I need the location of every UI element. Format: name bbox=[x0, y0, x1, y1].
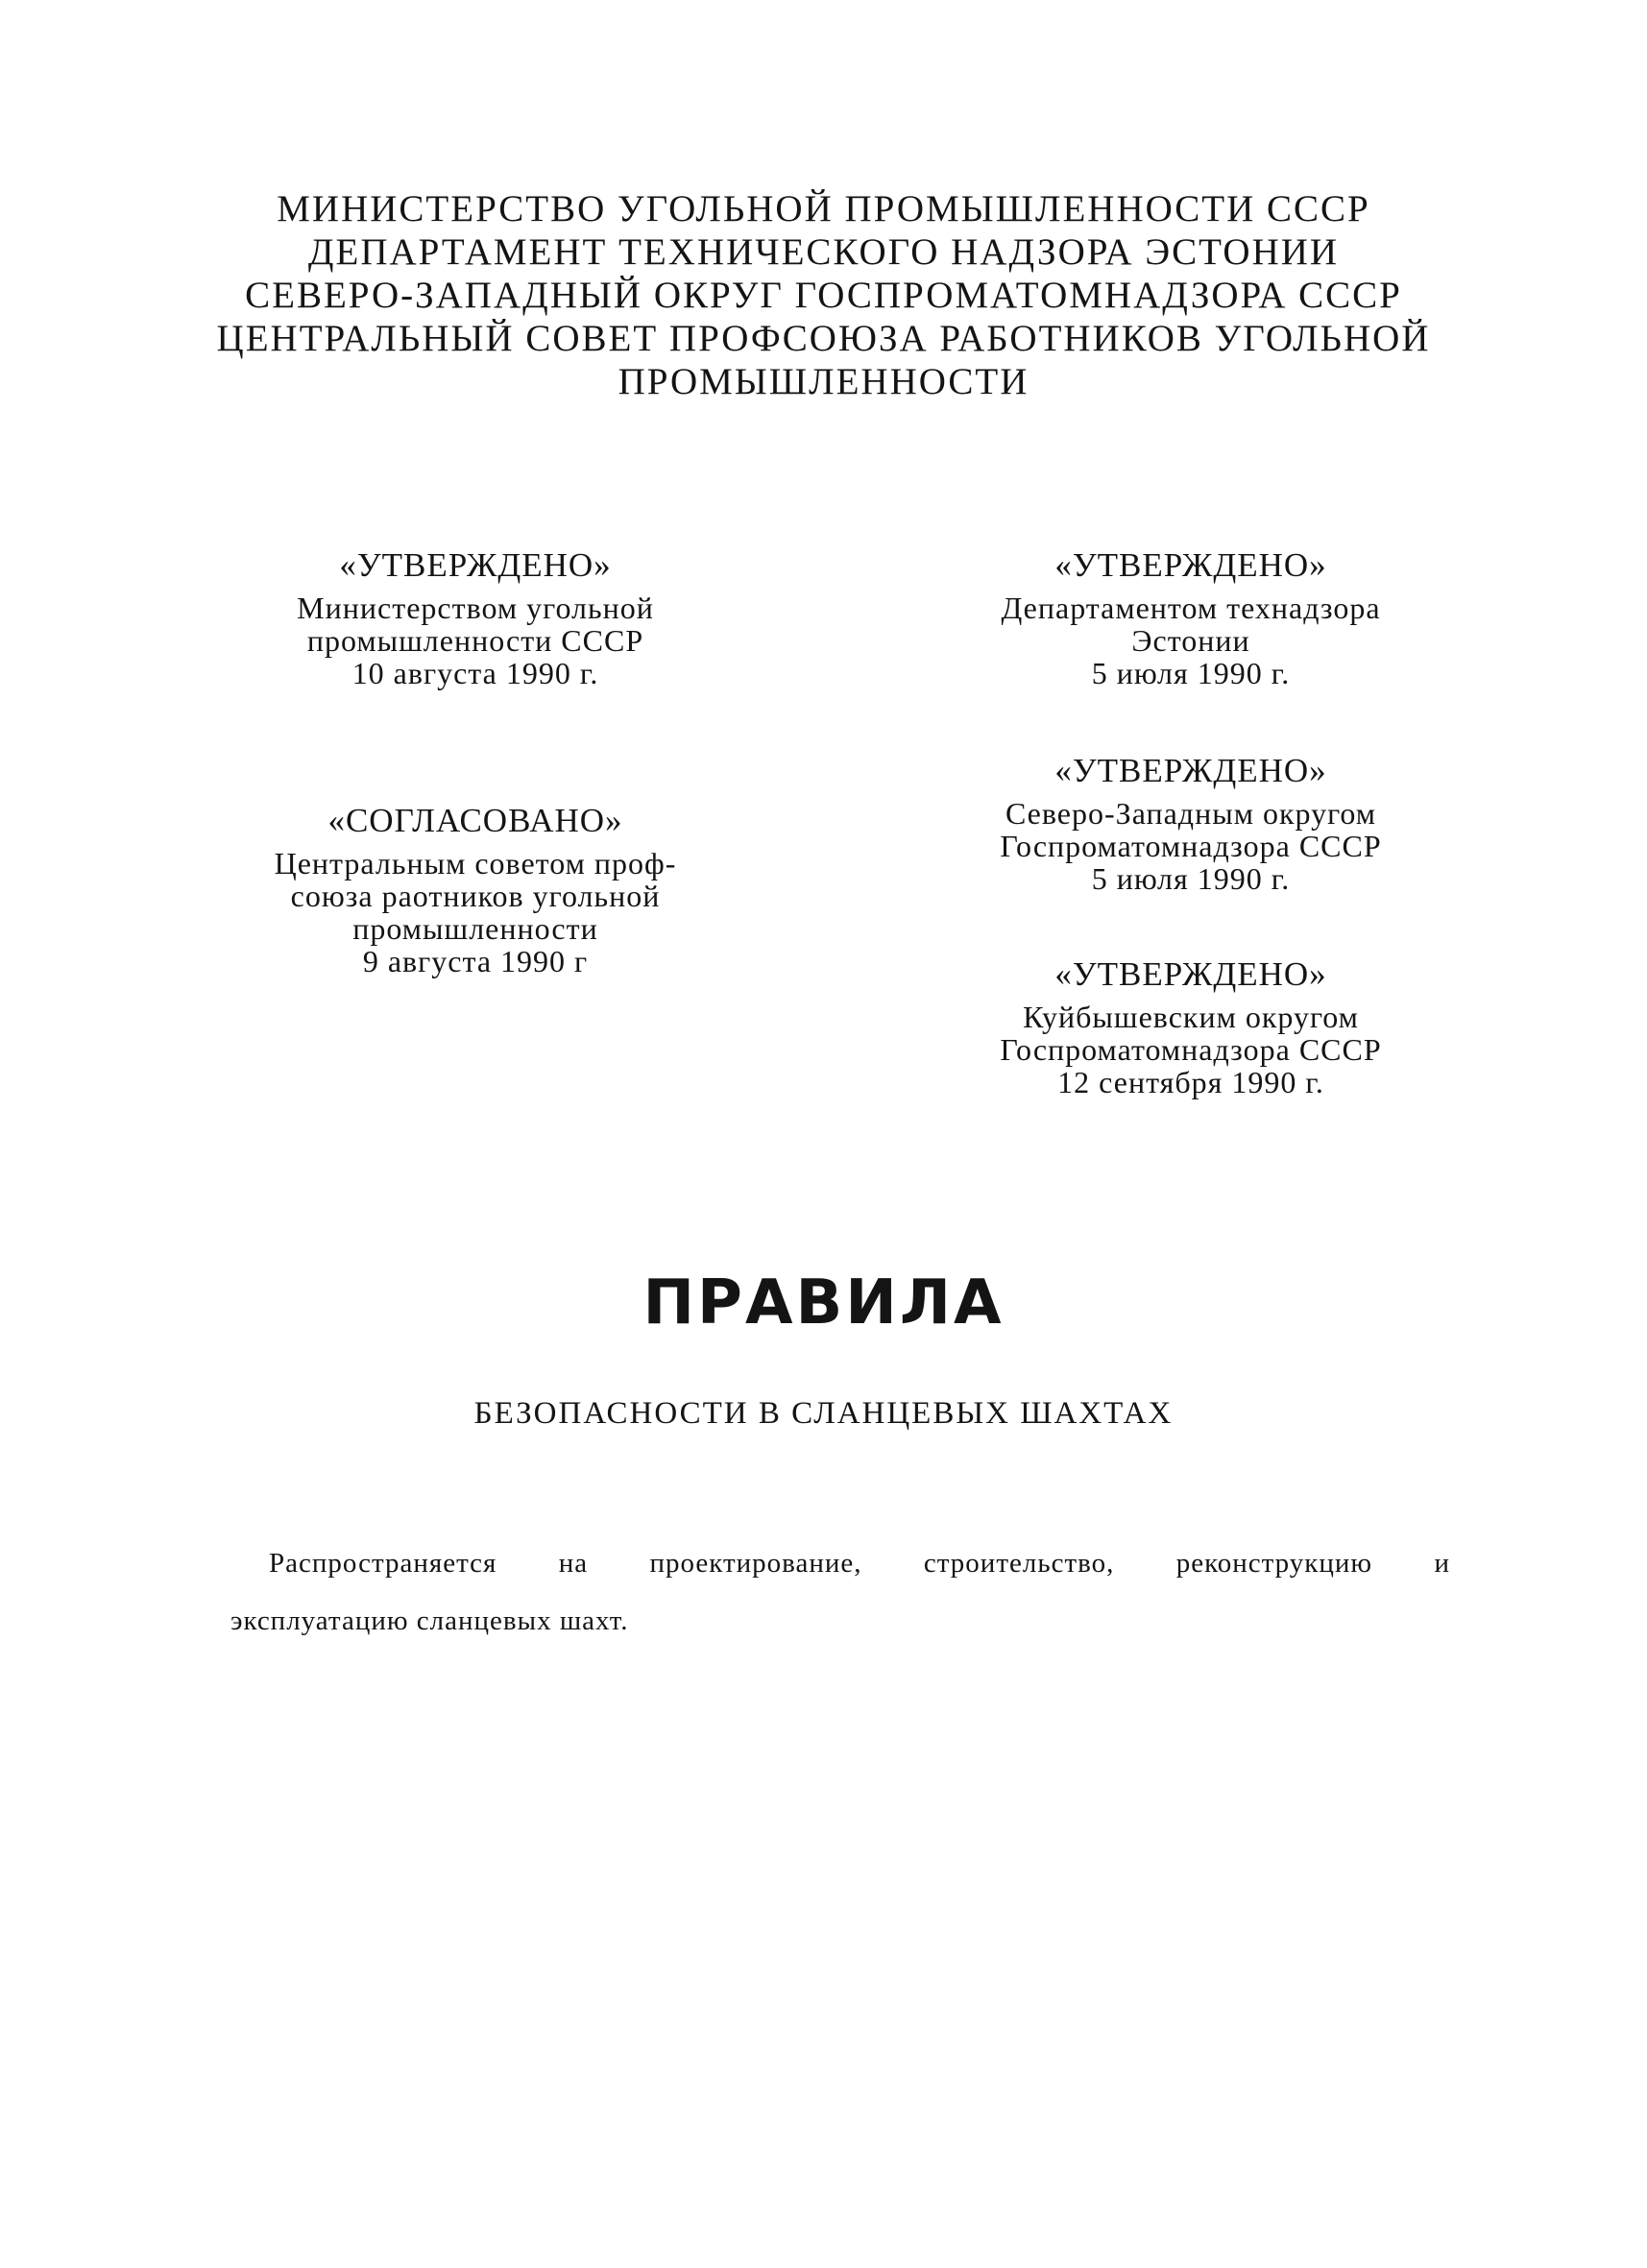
approval-union bbox=[211, 802, 739, 978]
approval-ministry bbox=[211, 546, 739, 690]
approval-line: Центральным советом проф- bbox=[274, 846, 677, 881]
approval-date: 12 сентября 1990 г. bbox=[1057, 1065, 1324, 1099]
approval-line: Госпроматомнадзора СССР bbox=[1000, 1032, 1382, 1067]
header-line-industry: ПРОМЫШЛЕННОСТИ bbox=[618, 361, 1029, 402]
approval-line: Северо-Западным округом bbox=[1005, 796, 1377, 831]
approval-northwest bbox=[903, 752, 1479, 896]
approval-label: «УТВЕРЖДЕНО» bbox=[1054, 752, 1327, 789]
approval-date: 5 июля 1990 г. bbox=[1091, 861, 1291, 896]
approval-date: 10 августа 1990 г. bbox=[351, 656, 599, 690]
header-line-northwest: СЕВЕРО-ЗАПАДНЫЙ ОКРУГ ГОСПРОМАТОМНАДЗОРА СССР bbox=[245, 275, 1402, 316]
header-line-union: ЦЕНТРАЛЬНЫЙ СОВЕТ ПРОФСОЮЗА РАБОТНИКОВ УГОЛЬНОЙ bbox=[216, 318, 1431, 359]
document-title: ПРАВИЛА bbox=[642, 1267, 1005, 1339]
approval-line: Куйбышевским округом bbox=[1023, 1000, 1359, 1034]
approval-estonia bbox=[903, 546, 1479, 690]
approval-line: Министерством угольной bbox=[297, 591, 654, 625]
scope-paragraph bbox=[230, 1534, 1450, 1650]
approval-label: «УТВЕРЖДЕНО» bbox=[339, 546, 612, 584]
approval-line: союза раотников угольной bbox=[290, 879, 661, 913]
approval-line: промышленности СССР bbox=[306, 623, 644, 658]
approval-date: 5 июля 1990 г. bbox=[1091, 656, 1291, 690]
approval-kuibyshev bbox=[903, 955, 1479, 1099]
approval-label: «УТВЕРЖДЕНО» bbox=[1054, 955, 1327, 993]
approval-line: Госпроматомнадзора СССР bbox=[1000, 829, 1382, 863]
approval-date: 9 августа 1990 г bbox=[362, 944, 589, 978]
header-line-department: ДЕПАРТАМЕНТ ТЕХНИЧЕСКОГО НАДЗОРА ЭСТОНИИ bbox=[307, 231, 1340, 273]
header-line-ministry: МИНИСТЕРСТВО УГОЛЬНОЙ ПРОМЫШЛЕННОСТИ СССР bbox=[277, 188, 1370, 229]
approval-label: «СОГЛАСОВАНО» bbox=[327, 802, 623, 839]
scope-line: Распространяется на проектирование, строительство, реконструкцию и bbox=[269, 1548, 1450, 1579]
scope-line: эксплуатацию сланцевых шахт. bbox=[230, 1605, 629, 1636]
document-header bbox=[0, 187, 1647, 403]
document-subtitle: БЕЗОПАСНОСТИ В СЛАНЦЕВЫХ ШАХТАХ bbox=[473, 1396, 1174, 1431]
approval-line: Эстонии bbox=[1131, 623, 1250, 658]
approval-label: «УТВЕРЖДЕНО» bbox=[1054, 546, 1327, 584]
approval-line: промышленности bbox=[352, 911, 598, 946]
approval-line: Департаментом технадзора bbox=[1001, 591, 1381, 625]
